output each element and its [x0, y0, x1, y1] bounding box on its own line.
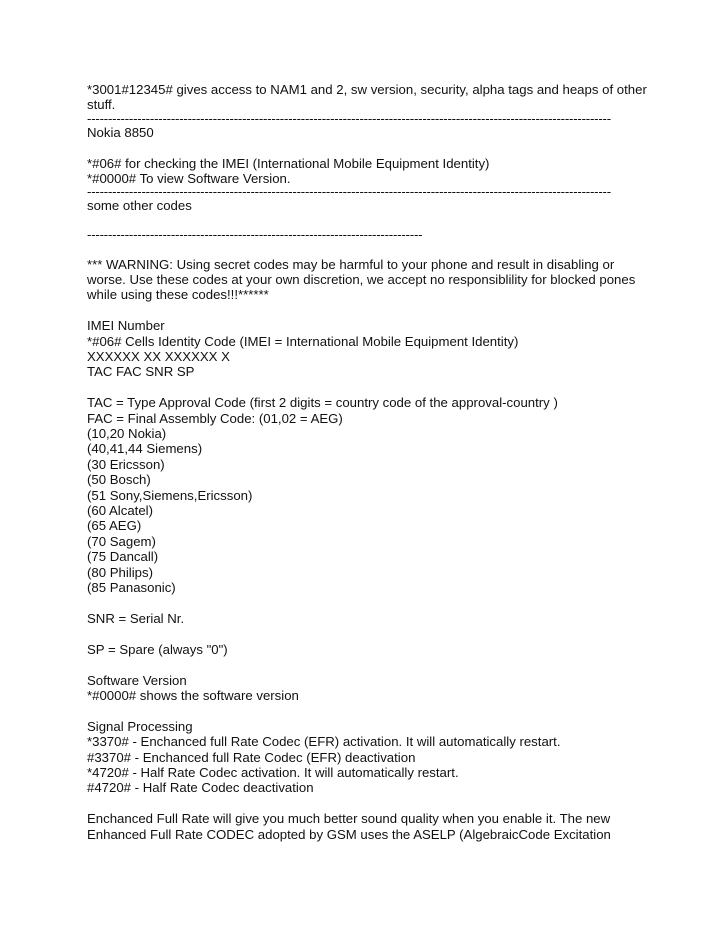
signal-code-line: #3370# - Enchanced full Rate Codec (EFR) deactivation	[87, 749, 416, 765]
blank-line	[87, 380, 647, 395]
warning-line: while using these codes!!!******	[87, 287, 269, 303]
imei-check-line: *#06# for checking the IMEI (International Mobile Equipment Identity)	[87, 155, 490, 171]
short-separator-line: --------------------------------------------------------------------------------	[87, 229, 423, 242]
separator-line: -----------------------------------------------------------------------------------------------------------------------------	[87, 112, 611, 125]
efr-paragraph-line: Enhanced Full Rate CODEC adopted by GSM uses the ASELP (AlgebraicCode Excitation	[87, 826, 611, 842]
signal-code-line: *3370# - Enchanced full Rate Codec (EFR) activation. It will automatically restart.	[87, 734, 561, 750]
intro-paragraph: *3001#12345# gives access to NAM1 and 2, sw version, security, alpha tags and heaps of other stuff.	[87, 82, 647, 113]
software-title: Software Version	[87, 672, 187, 688]
software-code-line: *#0000# shows the software version	[87, 687, 299, 703]
blank-line	[87, 140, 647, 155]
warning-line: *** WARNING: Using secret codes may be harmful to your phone and result in disabling or	[87, 256, 615, 272]
tac-line: TAC = Type Approval Code (first 2 digits = country code of the approval-country )	[87, 395, 558, 411]
blank-line	[87, 626, 647, 641]
signal-code-line: *4720# - Half Rate Codec activation. It will automatically restart.	[87, 764, 459, 780]
blank-line	[87, 241, 647, 256]
sp-line: SP = Spare (always "0")	[87, 641, 228, 657]
manufacturer-line: (75 Dancall)	[87, 549, 159, 565]
manufacturer-line: (50 Bosch)	[87, 472, 151, 488]
manufacturer-line: (10,20 Nokia)	[87, 426, 167, 442]
manufacturer-line: (70 Sagem)	[87, 533, 156, 549]
manufacturer-line: (65 AEG)	[87, 518, 142, 534]
software-view-line: *#0000# To view Software Version.	[87, 171, 291, 187]
blank-line	[87, 657, 647, 672]
manufacturer-line: (85 Panasonic)	[87, 580, 176, 596]
imei-parts-line: TAC FAC SNR SP	[87, 364, 195, 380]
blank-line	[87, 303, 647, 318]
blank-line	[87, 703, 647, 718]
other-codes-heading: some other codes	[87, 198, 192, 214]
blank-line	[87, 596, 647, 611]
warning-line: worse. Use these codes at your own discretion, we accept no responsiblility for blocked pones	[87, 272, 636, 288]
manufacturer-line: (40,41,44 Siemens)	[87, 441, 203, 457]
manufacturer-line: (51 Sony,Siemens,Ericsson)	[87, 487, 253, 503]
manufacturer-line: (60 Alcatel)	[87, 503, 153, 519]
blank-line	[87, 214, 647, 229]
snr-line: SNR = Serial Nr.	[87, 610, 185, 626]
manufacturer-line: (80 Philips)	[87, 564, 153, 580]
document-page	[87, 82, 647, 842]
manufacturer-line: (30 Ericsson)	[87, 456, 165, 472]
separator-line: -----------------------------------------------------------------------------------------------------------------------------	[87, 186, 611, 199]
imei-format-line: XXXXXX XX XXXXXX X	[87, 349, 230, 365]
signal-code-line: #4720# - Half Rate Codec deactivation	[87, 780, 314, 796]
nokia-heading: Nokia 8850	[87, 124, 154, 140]
signal-processing-title: Signal Processing	[87, 718, 193, 734]
efr-paragraph-line: Enchanced Full Rate will give you much better sound quality when you enable it. The new	[87, 811, 611, 827]
imei-code-line: *#06# Cells Identity Code (IMEI = International Mobile Equipment Identity)	[87, 333, 519, 349]
imei-title: IMEI Number	[87, 318, 165, 334]
fac-line: FAC = Final Assembly Code: (01,02 = AEG)	[87, 410, 343, 426]
blank-line	[87, 796, 647, 811]
